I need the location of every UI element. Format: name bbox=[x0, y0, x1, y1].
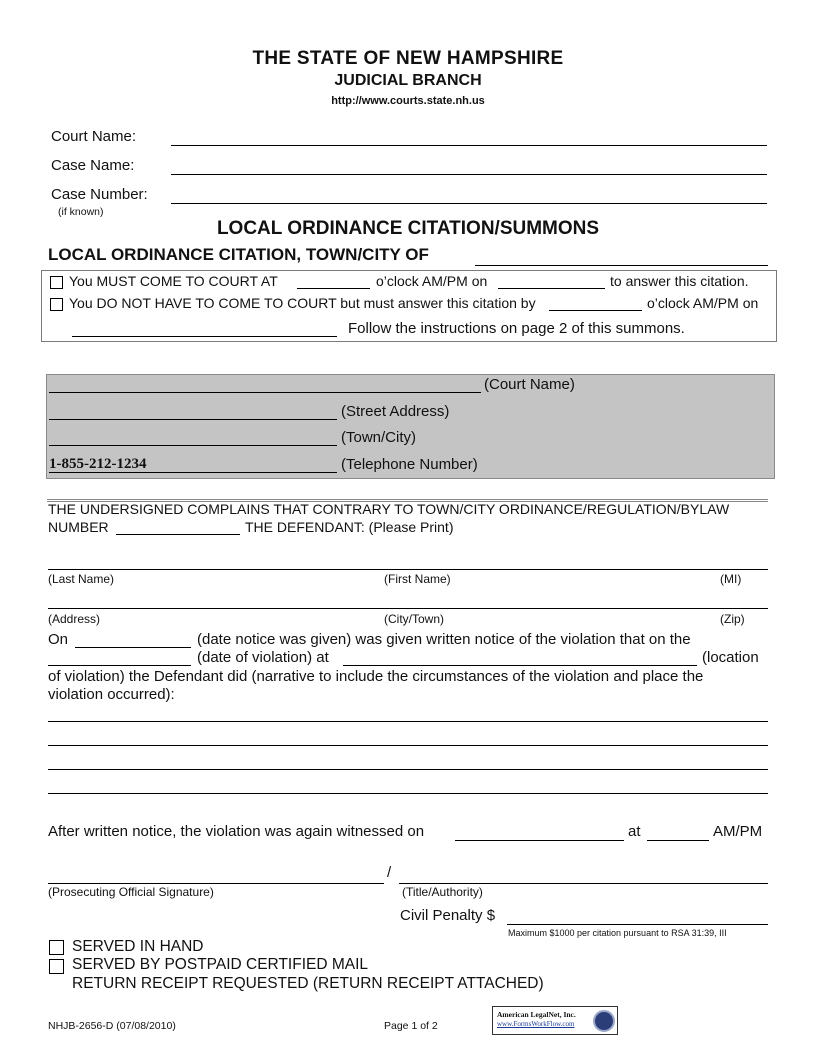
logo-url: www.FormsWorkFlow.com bbox=[497, 1020, 575, 1028]
narrative-line3: of violation) the Defendant did (narrative to include the circumstances of the violation and place the bbox=[48, 668, 704, 685]
case-number-field[interactable] bbox=[171, 188, 767, 204]
complaint-number-label: NUMBER bbox=[48, 519, 109, 535]
complaint-line1: THE UNDERSIGNED COMPLAINS THAT CONTRARY TO TOWN/CITY ORDINANCE/REGULATION/BYLAW bbox=[48, 501, 730, 517]
opt2-date-field[interactable] bbox=[72, 323, 337, 337]
town-city-address-label: (Town/City) bbox=[341, 429, 417, 446]
main-title: LOCAL ORDINANCE CITATION/SUMMONS bbox=[216, 218, 600, 239]
signature-slash: / bbox=[387, 864, 392, 881]
civil-penalty-field[interactable] bbox=[507, 910, 768, 925]
must-come-checkbox[interactable] bbox=[50, 276, 63, 289]
opt1-text-a: You MUST COME TO COURT AT bbox=[69, 273, 278, 289]
last-name-label: (Last Name) bbox=[48, 572, 115, 586]
narrative-line-field-2[interactable] bbox=[48, 732, 768, 746]
on-label: On bbox=[48, 631, 69, 648]
town-city-field[interactable] bbox=[475, 250, 768, 266]
branch-title: JUDICIAL BRANCH bbox=[334, 72, 482, 89]
logo-company: American LegalNet, Inc. bbox=[497, 1010, 576, 1019]
case-name-field[interactable] bbox=[171, 159, 767, 175]
opt1-text-b: o’clock AM/PM on bbox=[376, 273, 488, 289]
state-title: THE STATE OF NEW HAMPSHIRE bbox=[252, 48, 564, 69]
defendant-label: THE DEFENDANT: (Please Print) bbox=[245, 519, 454, 535]
location-label: (location bbox=[702, 649, 759, 666]
served-by-mail-checkbox[interactable] bbox=[49, 959, 64, 974]
defendant-name-field[interactable] bbox=[48, 556, 768, 570]
if-known-note: (if known) bbox=[58, 206, 104, 218]
violation-date-field[interactable] bbox=[48, 651, 191, 666]
sub-title: LOCAL ORDINANCE CITATION, TOWN/CITY OF bbox=[48, 245, 429, 264]
opt2-time-field[interactable] bbox=[549, 297, 642, 311]
form-id: NHJB-2656-D (07/08/2010) bbox=[48, 1020, 176, 1032]
not-come-checkbox[interactable] bbox=[50, 298, 63, 311]
city-town-label: (City/Town) bbox=[384, 612, 445, 626]
opt1-time-field[interactable] bbox=[297, 275, 370, 289]
telephone-label: (Telephone Number) bbox=[341, 456, 478, 473]
witness-at-label: at bbox=[628, 823, 641, 840]
notice-date-field[interactable] bbox=[75, 633, 191, 648]
court-address-name-label: (Court Name) bbox=[484, 376, 575, 393]
defendant-address-field[interactable] bbox=[48, 595, 768, 609]
street-address-label: (Street Address) bbox=[341, 403, 450, 420]
witness-text: After written notice, the violation was again witnessed on bbox=[48, 823, 425, 840]
court-url: http://www.courts.state.nh.us bbox=[331, 95, 485, 107]
vendor-logo bbox=[492, 1006, 618, 1035]
served-in-hand-label: SERVED IN HAND bbox=[72, 938, 204, 955]
ordinance-number-field[interactable] bbox=[116, 521, 240, 535]
opt1-text-c: to answer this citation. bbox=[610, 273, 749, 289]
witness-time-field[interactable] bbox=[647, 825, 709, 841]
page-number: Page 1 of 2 bbox=[384, 1020, 438, 1032]
served-in-hand-checkbox[interactable] bbox=[49, 940, 64, 955]
narrative-line-field-3[interactable] bbox=[48, 756, 768, 770]
location-field[interactable] bbox=[343, 651, 697, 666]
court-name-label: Court Name: bbox=[51, 128, 137, 145]
served-by-mail-label: SERVED BY POSTPAID CERTIFIED MAIL bbox=[72, 956, 369, 973]
witness-ampm-label: AM/PM bbox=[713, 823, 763, 840]
title-authority-field[interactable] bbox=[399, 868, 768, 884]
witness-date-field[interactable] bbox=[455, 825, 624, 841]
narrative-line-field-1[interactable] bbox=[48, 708, 768, 722]
signature-field[interactable] bbox=[48, 868, 384, 884]
prosecuting-signature-label: (Prosecuting Official Signature) bbox=[48, 885, 214, 899]
telephone-value: 1-855-212-1234 bbox=[49, 456, 147, 472]
first-name-label: (First Name) bbox=[384, 572, 451, 586]
town-city-address-field[interactable] bbox=[49, 432, 337, 446]
narrative-line-field-4[interactable] bbox=[48, 780, 768, 794]
globe-icon bbox=[593, 1010, 615, 1032]
opt1-date-field[interactable] bbox=[498, 275, 605, 289]
zip-label: (Zip) bbox=[720, 612, 745, 626]
violation-text: (date of violation) at bbox=[197, 649, 329, 666]
narrative-line4: violation occurred): bbox=[48, 686, 175, 703]
court-name-field[interactable] bbox=[171, 130, 767, 146]
street-address-field[interactable] bbox=[49, 406, 337, 420]
address-label: (Address) bbox=[48, 612, 101, 626]
opt2-text-b: o’clock AM/PM on bbox=[647, 295, 759, 311]
opt2-text-a: You DO NOT HAVE TO COME TO COURT but must answer this citation by bbox=[69, 295, 536, 311]
max-penalty-note: Maximum $1000 per citation pursuant to RSA 31:39, III bbox=[508, 928, 727, 938]
opt2-text-c: Follow the instructions on page 2 of this summons. bbox=[348, 320, 685, 337]
mi-label: (MI) bbox=[720, 572, 742, 586]
court-address-name-field[interactable] bbox=[49, 379, 481, 393]
return-receipt-label: RETURN RECEIPT REQUESTED (RETURN RECEIPT ATTACHED) bbox=[72, 975, 544, 992]
notice-text: (date notice was given) was given written notice of the violation that on the bbox=[197, 631, 691, 648]
case-name-label: Case Name: bbox=[51, 157, 135, 174]
case-number-label: Case Number: bbox=[51, 186, 148, 203]
civil-penalty-label: Civil Penalty $ bbox=[400, 907, 496, 924]
title-authority-label: (Title/Authority) bbox=[402, 885, 483, 899]
